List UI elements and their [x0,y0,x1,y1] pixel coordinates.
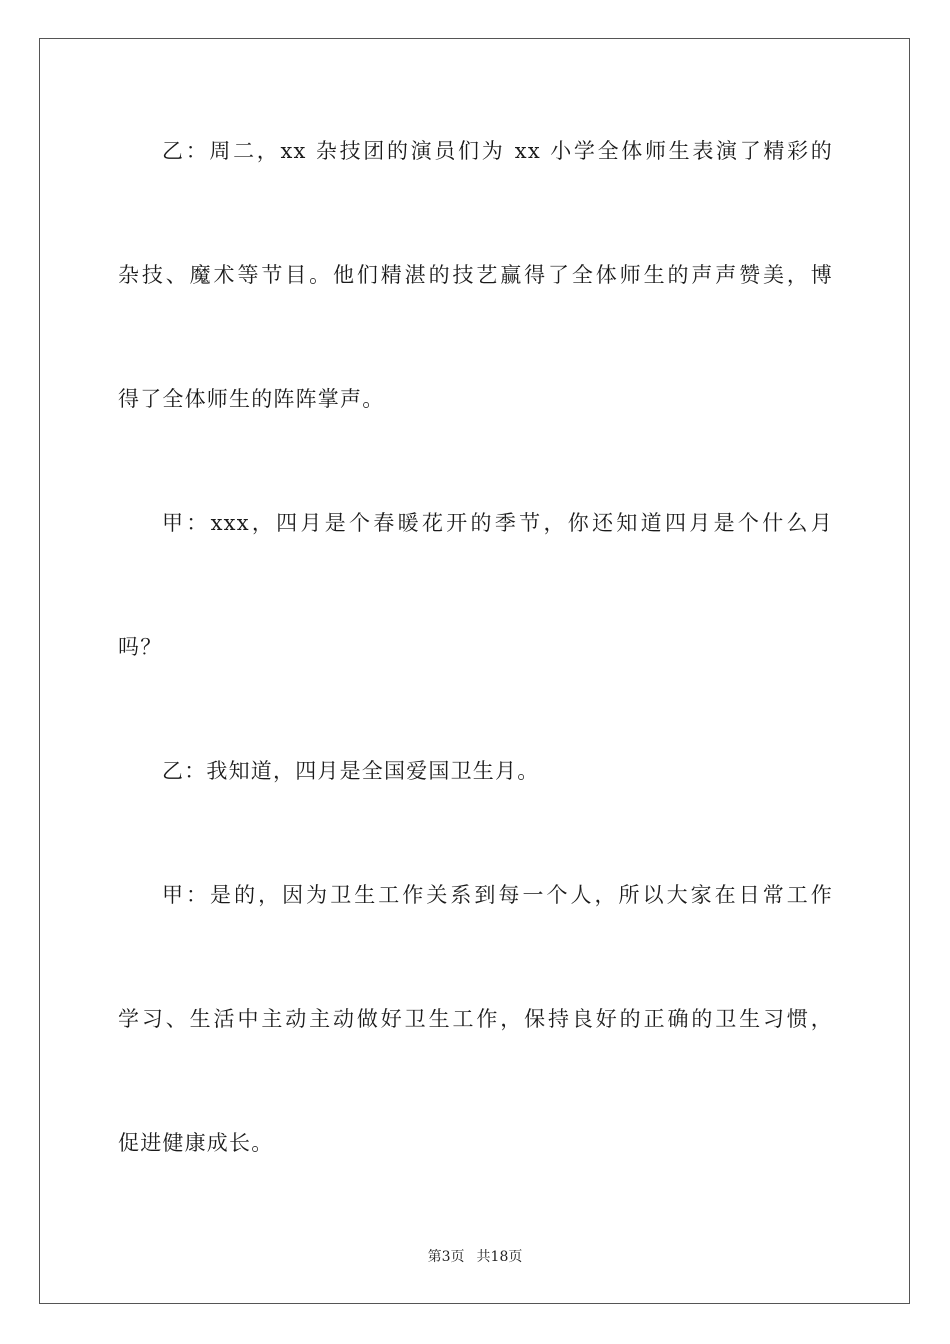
text-line: 得了全体师生的阵阵掌声。 [118,387,385,411]
page-border [39,38,910,1304]
page-footer [0,1247,950,1267]
text-line: 乙：我知道，四月是全国爱国卫生月。 [162,759,540,783]
page-number: 第3页 [427,1249,465,1265]
text-line: 乙：周二，xx 杂技团的演员们为 xx 小学全体师生表演了精彩的 [162,139,833,163]
text-line: 促进健康成长。 [118,1131,274,1155]
total-pages: 共18页 [476,1249,523,1265]
text-line: 吗？ [118,635,163,659]
text-line: 学习、生活中主动主动做好卫生工作，保持良好的正确的卫生习惯， [118,1007,833,1031]
text-line: 杂技、魔术等节目。他们精湛的技艺赢得了全体师生的声声赞美，博 [118,263,833,287]
text-line: 甲：是的，因为卫生工作关系到每一个人，所以大家在日常工作 [162,883,833,907]
text-line: 甲：xxx，四月是个春暖花开的季节，你还知道四月是个什么月 [162,511,833,535]
